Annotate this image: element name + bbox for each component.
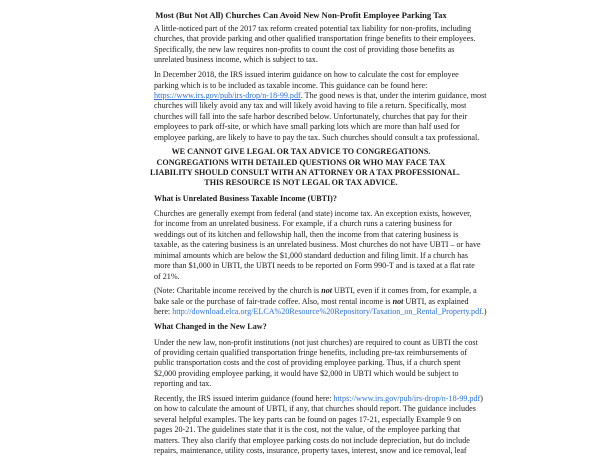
ubti-line: more than $1,000 in UBTI, the UBTI needs to be reported on Form 990-T and is taxed at a flat rate bbox=[154, 261, 475, 271]
document-page bbox=[150, 10, 487, 461]
irs-guidance-link[interactable]: https://www.irs.gov/pub/irs-drop/n-18-99.pdf bbox=[154, 90, 301, 100]
note-text: here: bbox=[154, 307, 173, 317]
changed-line: of providing certain qualified transportation fringe benefits, including pre-tax reimbursements of bbox=[154, 347, 468, 357]
note-text: (Note: Charitable income received by the church is bbox=[154, 286, 322, 296]
legal-disclaimer bbox=[150, 147, 460, 188]
recent-line-with-link bbox=[154, 394, 483, 404]
guidance-line-with-link bbox=[154, 90, 487, 101]
ubti-line: for income from an unrelated business. For example, if a church runs a catering business for bbox=[154, 219, 453, 229]
note-line bbox=[154, 296, 469, 307]
guidance-paragraph bbox=[154, 70, 487, 143]
ubti-line: minimal amounts which are below the $1,000 standard deduction and filing limit. If a church has bbox=[154, 250, 469, 260]
intro-paragraph bbox=[154, 24, 476, 66]
ubti-line: taxable, as the catering business is an unrelated business. Most churches do not have UBTI – or have bbox=[154, 240, 481, 250]
note-text: UBTI, even if it comes from, for example, a bbox=[332, 286, 477, 296]
intro-line: unrelated business income, which is subject to tax. bbox=[154, 55, 318, 65]
elca-rental-property-link[interactable]: http://download.elca.org/ELCA%20Resource%20Repository/Taxation_on_Rental_Property.pdf bbox=[172, 307, 482, 317]
recent-line: matters. They also clarify that employee parking costs do not include depreciation, but do include bbox=[154, 435, 470, 445]
guidance-line: churches will likely avoid any tax and will likely avoid having to file a return. Specifically, most bbox=[154, 101, 467, 111]
recent-text: ) bbox=[480, 394, 483, 404]
recent-guidance-paragraph bbox=[154, 394, 483, 456]
guidance-line: churches will fall into the safe harbor described below. Unfortunately, churches that pay for their bbox=[154, 111, 468, 121]
irs-guidance-link-2[interactable]: https://www.irs.gov/pub/irs-drop/n-18-99.pdf bbox=[333, 394, 481, 404]
note-text: bake sale or the purchase of fair-trade coffee. Also, most rental income is bbox=[154, 296, 393, 306]
note-text: UBTI, as explained bbox=[403, 296, 469, 306]
guidance-line: employees to park off-site, or which have small parking lots which are more than half used for bbox=[154, 122, 460, 132]
disclaimer-line: WE CANNOT GIVE LEGAL OR TAX ADVICE TO CONGREGATIONS. bbox=[171, 147, 431, 157]
ubti-note-paragraph bbox=[154, 286, 487, 317]
disclaimer-line: LIABILITY SHOULD CONSULT WITH AN ATTORNEY OR A TAX PROFESSIONAL. bbox=[150, 168, 460, 178]
recent-line: several helpful examples. The key parts can be found on pages 17-21, especially Example 9 on bbox=[154, 414, 462, 424]
ubti-line: of 21%. bbox=[154, 271, 180, 281]
emphasis-not: not bbox=[321, 286, 333, 296]
note-text: .) bbox=[481, 307, 487, 317]
section-heading-changed: What Changed in the New Law? bbox=[154, 322, 267, 332]
emphasis-not: not bbox=[392, 296, 404, 306]
intro-line: churches, that provide parking and other qualified transportation fringe benefits to their employees. bbox=[154, 34, 476, 44]
guidance-line: In December 2018, the IRS issued interim guidance on how to calculate the cost for employee bbox=[154, 70, 459, 80]
recent-text: Recently, the IRS issued interim guidance (found here: bbox=[154, 394, 334, 404]
guidance-line: parking which is to be included as taxable income. This guidance can be found here: bbox=[154, 80, 428, 90]
intro-line: Specifically, the new law requires non-profits to count the cost of providing those benefits as bbox=[154, 44, 455, 54]
guidance-text: . The good news is that, under the interim guidance, most bbox=[300, 90, 487, 100]
ubti-paragraph bbox=[154, 209, 481, 282]
disclaimer-line: CONGREGATIONS WITH DETAILED QUESTIONS OR WHO MAY FACE TAX bbox=[156, 157, 446, 167]
guidance-line: employee parking, are likely to have to pay the tax. Such churches should consult a tax professional. bbox=[154, 132, 480, 142]
section-heading-ubti: What is Unrelated Business Taxable Income (UBTI)? bbox=[154, 193, 337, 203]
recent-line: repairs, maintenance, utility costs, insurance, property taxes, interest, snow and ice removal, leaf bbox=[154, 446, 467, 456]
document-title: Most (But Not All) Churches Can Avoid New Non-Profit Employee Parking Tax bbox=[155, 10, 447, 20]
changed-line: reporting and tax. bbox=[154, 379, 212, 389]
changed-line: Under the new law, non-profit institutions (not just churches) are required to count as UBTI the cost bbox=[154, 337, 478, 347]
intro-line: A little-noticed part of the 2017 tax reform created potential tax liability for non-profits, including bbox=[154, 24, 472, 33]
disclaimer-line: THIS RESOURCE IS NOT LEGAL OR TAX ADVICE. bbox=[204, 178, 398, 188]
changed-line: public transportation costs and the cost of providing employee parking. Thus, if a church spent bbox=[154, 358, 461, 368]
changed-line: $2,000 providing employee parking, it would have $2,000 in UBTI which would be subject to bbox=[154, 368, 459, 378]
recent-line: on how to calculate the amount of UBTI, if any, that churches should report. The guidance includes bbox=[154, 404, 476, 414]
note-line bbox=[154, 307, 487, 317]
changed-paragraph bbox=[154, 337, 478, 390]
ubti-line: Churches are generally exempt from federal (and state) income tax. An exception exists, however, bbox=[154, 209, 472, 219]
note-line bbox=[154, 286, 477, 296]
ubti-line: weddings out of its kitchen and fellowship hall, then the income from that catering business is bbox=[154, 229, 459, 239]
recent-line: pages 20-21. The guidelines state that it is the cost, not the value, of the employee parking that bbox=[154, 425, 460, 435]
